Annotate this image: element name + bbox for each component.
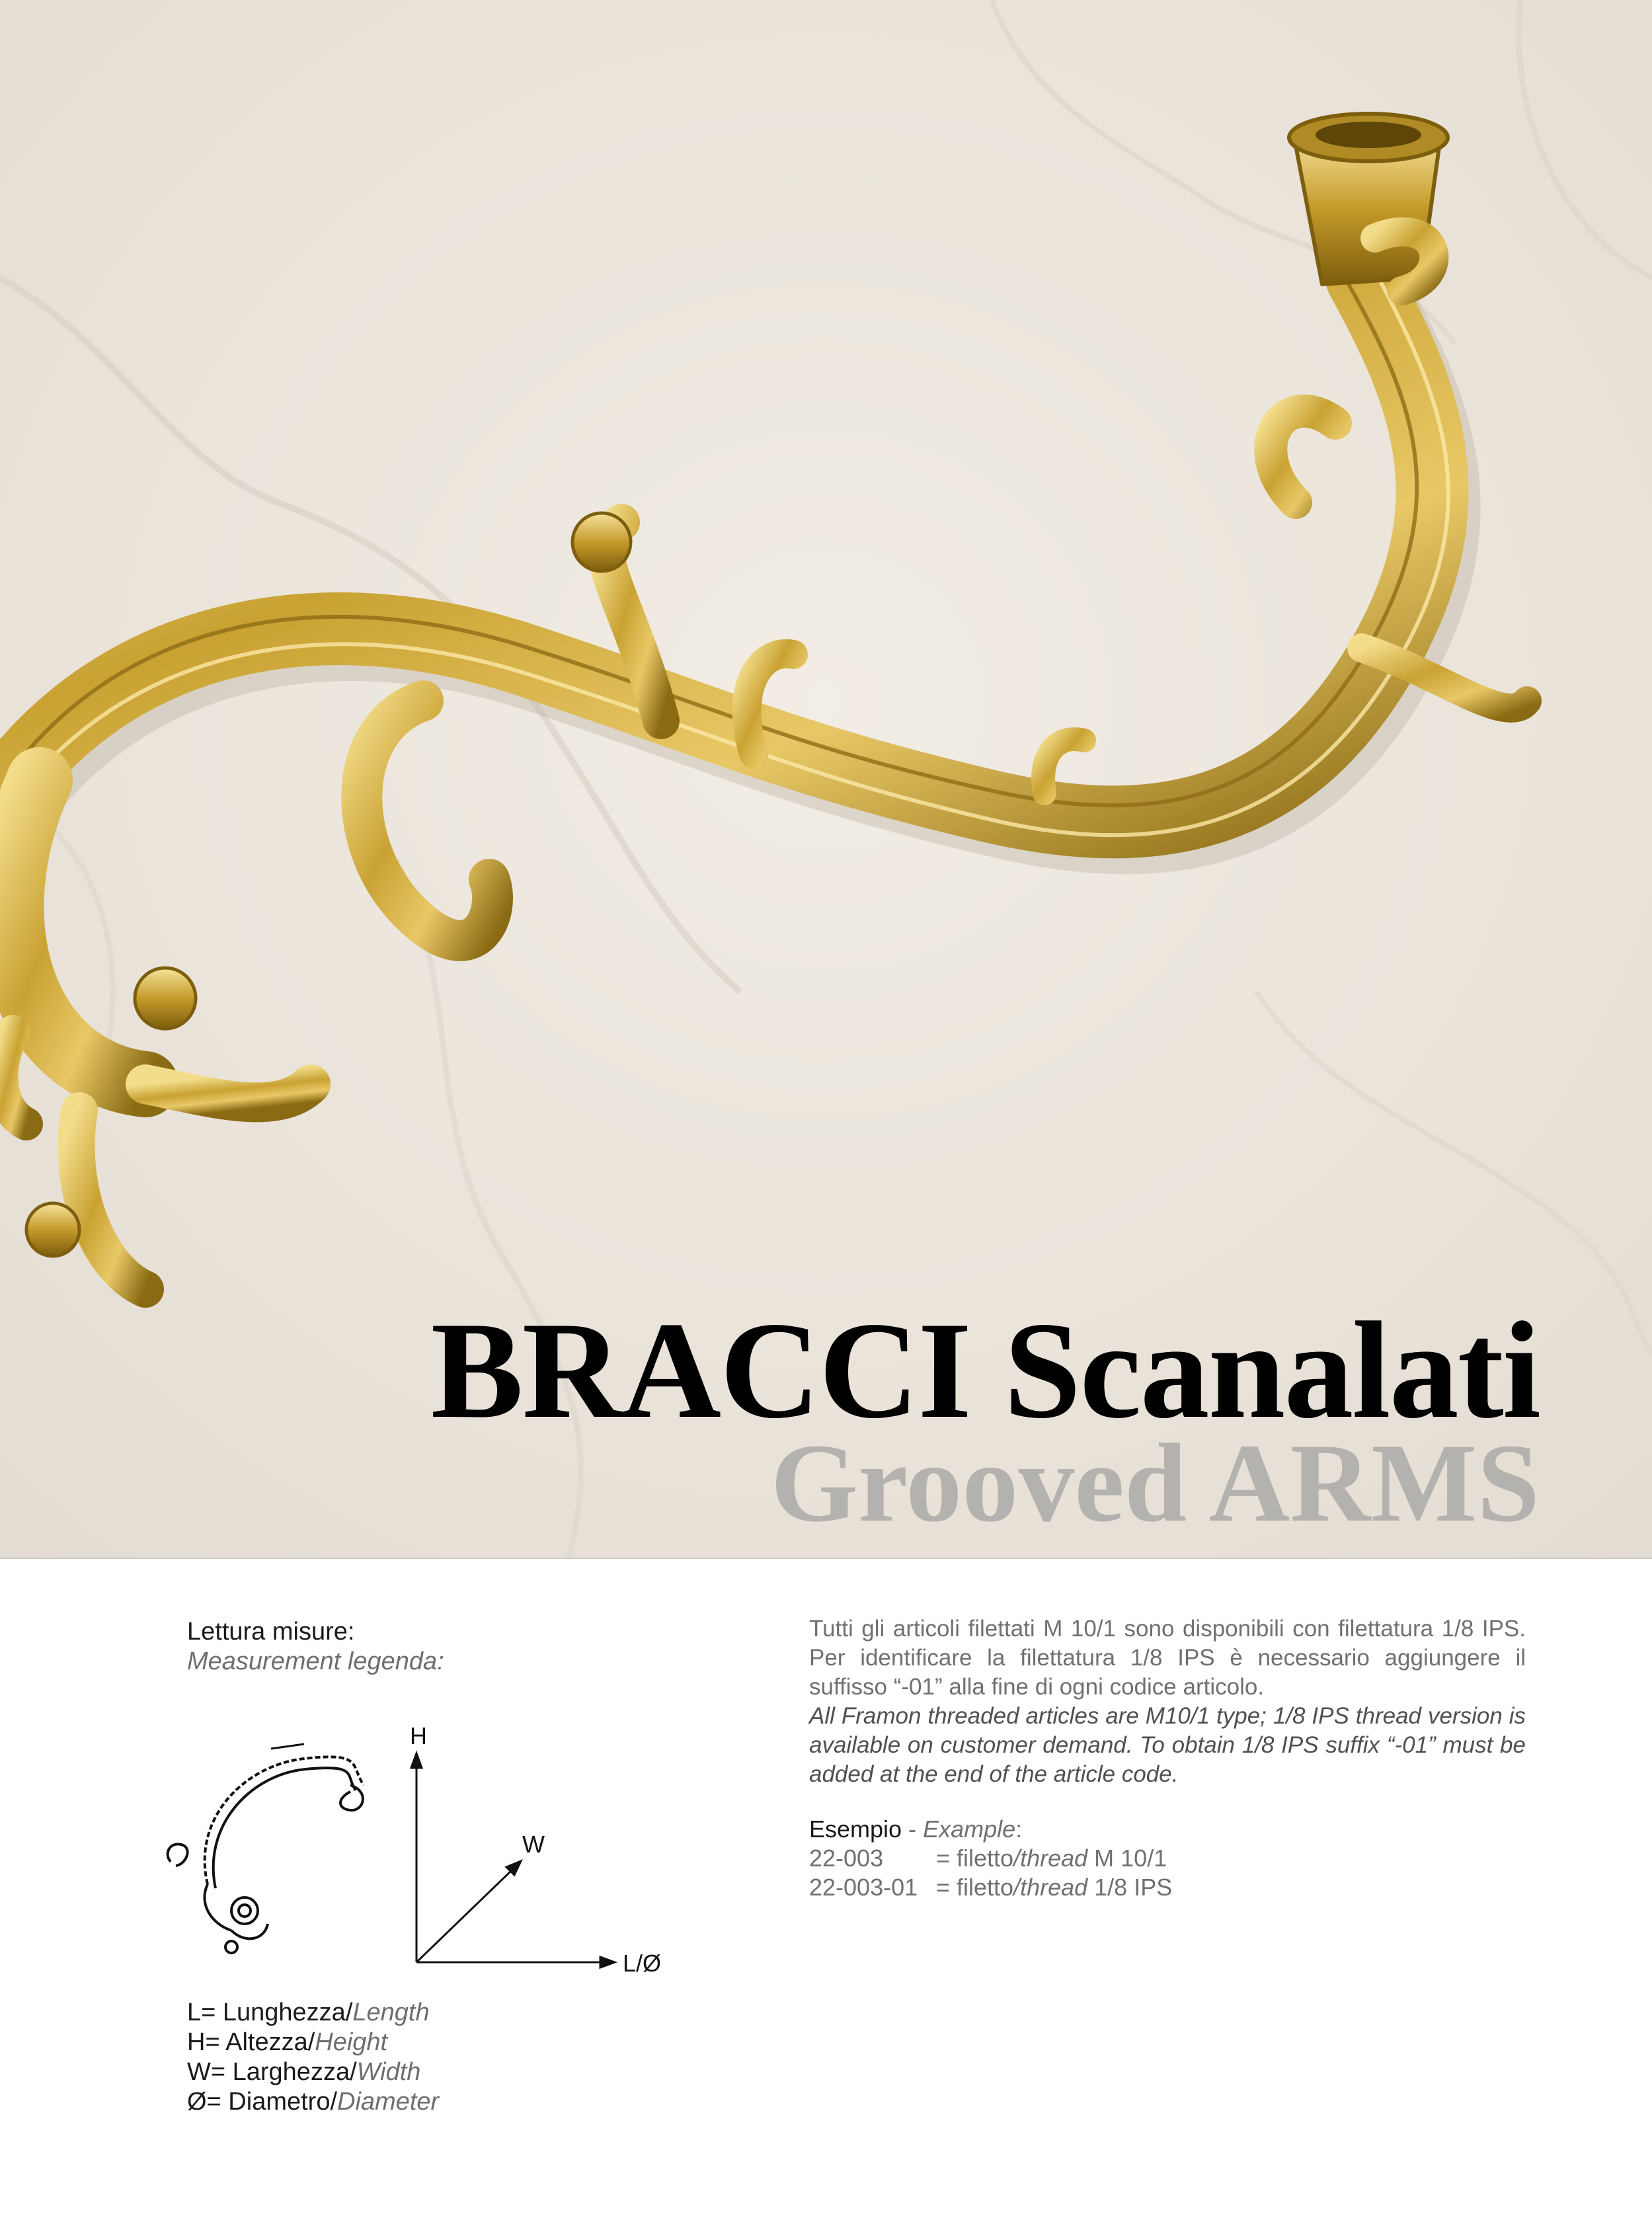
example-block: [809, 1815, 1172, 1902]
measurement-legend-heading: [187, 1617, 444, 1677]
legend-heading-italian: Lettura misure:: [187, 1618, 355, 1646]
thread-info-italian: Tutti gli articoli filettati M 10/1 sono disponibili con filettatura 1/8 IPS. Per identificare la filettatura 1/8 IPS è necessario aggiungere il suffisso “-01” alla fine di ogni codice articolo.: [809, 1616, 1526, 1700]
title-italian: BRACCI Scanalati: [430, 1294, 1540, 1447]
legend-item-diameter: Ø= Diametro/Diameter: [187, 2088, 440, 2116]
axis-label-l: L/Ø: [623, 1950, 662, 1977]
measurement-legend-list: [187, 1998, 439, 2117]
arm-sketch-icon: [168, 1744, 364, 1953]
thread-info-english: All Framon threaded articles are M10/1 type; 1/8 IPS thread version is available on customer demand. To obtain 1/8 IPS suffix “-01” must be added at the end of the article code.: [809, 1703, 1526, 1787]
example-heading: Esempio - Example:: [809, 1815, 1023, 1843]
example-row: 22-003 = filetto/thread M 10/1: [809, 1845, 1167, 1872]
example-row: 22-003-01 = filetto/thread 1/8 IPS: [809, 1874, 1173, 1901]
legend-item-length: L= Lunghezza/Length: [187, 1999, 430, 2026]
legend-item-width: W= Larghezza/Width: [187, 2058, 421, 2086]
axis-label-w: W: [522, 1831, 545, 1858]
measurement-diagram: [152, 1712, 694, 1990]
axes-icon: [411, 1753, 615, 1968]
legend-item-height: H= Altezza/Height: [187, 2028, 388, 2056]
thread-info-block: [809, 1614, 1526, 1789]
legend-heading-english: Measurement legenda:: [187, 1648, 444, 1675]
axis-label-h: H: [410, 1722, 427, 1749]
title-english: Grooved ARMS: [770, 1421, 1540, 1545]
